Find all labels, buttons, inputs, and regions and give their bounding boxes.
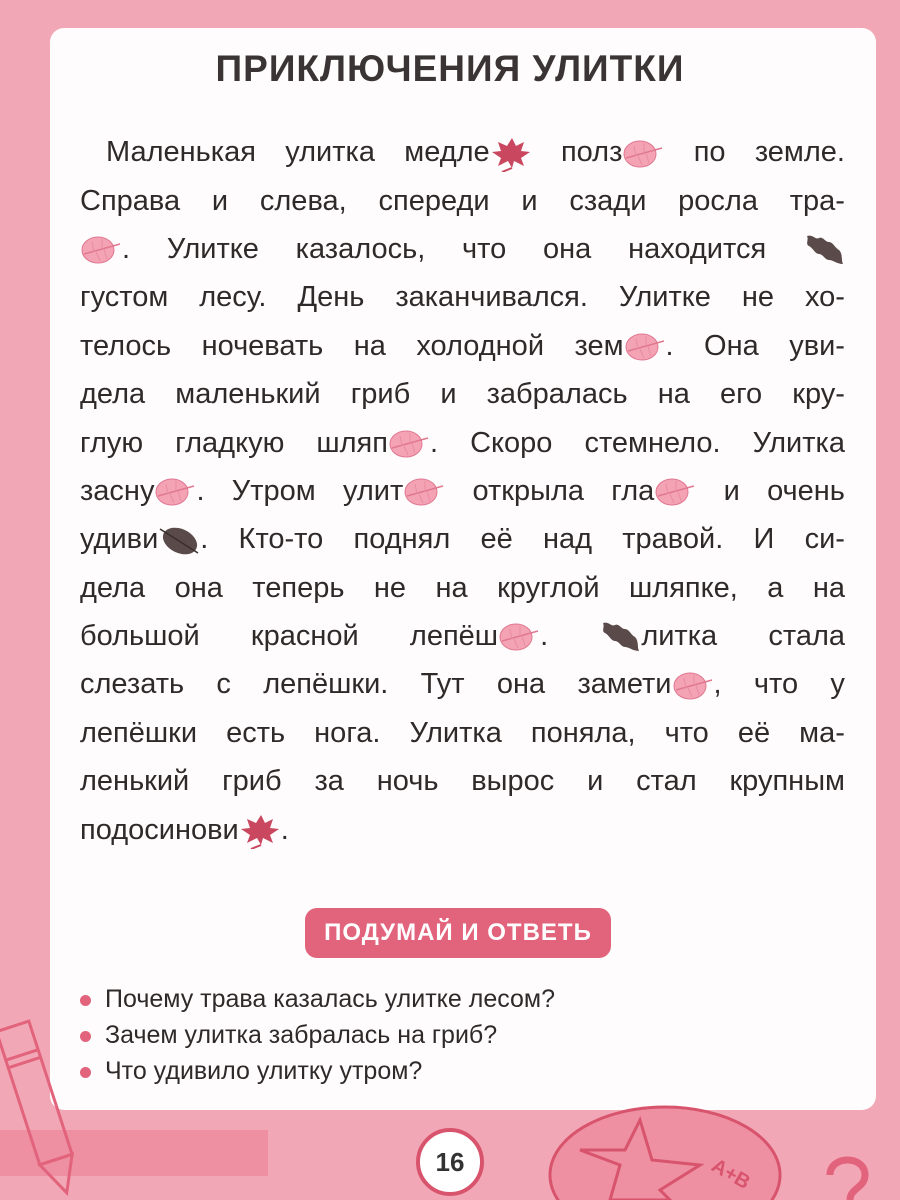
word-text: что xyxy=(462,232,507,265)
story-word xyxy=(487,370,628,418)
word-text: медле xyxy=(404,136,490,169)
word-text: и xyxy=(723,474,740,507)
pink-leaf-icon xyxy=(498,620,540,652)
story-word xyxy=(805,273,845,321)
bullet-icon xyxy=(80,995,91,1006)
word-text: на xyxy=(812,571,845,604)
story-word xyxy=(742,273,774,321)
word-text: за xyxy=(314,765,344,798)
word-text: си- xyxy=(804,523,845,556)
word-text: ленький xyxy=(80,765,190,798)
story-word xyxy=(619,273,711,321)
story-word xyxy=(80,177,180,225)
story-word xyxy=(767,564,783,612)
word-text: у xyxy=(830,668,845,701)
word-text: не xyxy=(373,571,407,604)
word-text: Улитке xyxy=(166,232,259,265)
story-word xyxy=(379,177,490,225)
story-word xyxy=(577,660,721,708)
word-text: сзади xyxy=(569,184,647,217)
story-line xyxy=(80,709,845,757)
word-text: стал xyxy=(636,765,697,798)
word-text: Кто-то xyxy=(238,523,324,556)
story-word xyxy=(252,564,344,612)
oak-leaf-icon xyxy=(599,620,641,652)
oak-leaf-icon xyxy=(803,233,845,265)
pencil-icon xyxy=(0,1010,90,1200)
story-word xyxy=(374,564,406,612)
story-word xyxy=(354,322,386,370)
story-line xyxy=(80,612,845,660)
question-item: Зачем улитка забралась на гриб? xyxy=(80,1021,497,1050)
story-word xyxy=(80,806,289,854)
story-word xyxy=(462,225,506,273)
story-word xyxy=(543,515,592,563)
word-text: . xyxy=(200,523,209,556)
word-text: над xyxy=(542,523,593,556)
word-text: литка xyxy=(641,620,718,653)
story-word xyxy=(738,709,770,757)
word-text: лепёш xyxy=(409,620,499,653)
star-ellipse-decoration xyxy=(540,1105,790,1200)
story-word xyxy=(416,322,544,370)
story-word xyxy=(285,128,375,176)
word-text: гладкую xyxy=(175,426,285,459)
story-word xyxy=(80,322,171,370)
word-text: ма- xyxy=(799,716,845,749)
word-text: казалось, xyxy=(295,232,426,265)
story-line xyxy=(80,370,845,418)
story-line xyxy=(80,128,845,176)
story-word xyxy=(830,660,845,708)
word-text: открыла xyxy=(472,474,585,507)
word-text: нога. xyxy=(314,716,381,749)
word-text: телось xyxy=(80,329,172,362)
story-word xyxy=(106,128,256,176)
word-text: ночевать xyxy=(201,329,324,362)
word-text: День xyxy=(297,281,365,314)
story-word xyxy=(296,225,426,273)
think-and-answer-badge: ПОДУМАЙ И ОТВЕТЬ xyxy=(305,908,611,958)
word-text: теперь xyxy=(252,571,345,604)
story-word xyxy=(622,515,723,563)
question-mark-decoration xyxy=(820,1150,880,1200)
word-text: с xyxy=(216,668,231,701)
story-word xyxy=(792,370,845,418)
word-text: Улитка xyxy=(409,716,502,749)
story-word xyxy=(704,322,759,370)
maple-leaf-icon xyxy=(490,136,532,168)
story-word xyxy=(263,660,388,708)
story-word xyxy=(587,757,603,805)
story-word xyxy=(175,370,320,418)
story-line xyxy=(80,225,845,273)
story-line xyxy=(80,757,845,805)
word-text: очень xyxy=(767,474,845,507)
word-text: Маленькая xyxy=(106,136,256,169)
story-word xyxy=(497,564,600,612)
story-word xyxy=(410,709,502,757)
word-text: поднял xyxy=(353,523,451,556)
pink-leaf-icon xyxy=(154,475,196,507)
word-text: Скоро xyxy=(470,426,553,459)
story-line xyxy=(80,467,845,515)
story-line xyxy=(80,176,845,224)
story-word xyxy=(531,709,636,757)
story-word xyxy=(260,177,347,225)
word-text: подосинови xyxy=(80,813,239,846)
maple-leaf-icon xyxy=(239,814,281,846)
word-text: росла xyxy=(678,184,758,217)
word-text: есть xyxy=(226,716,286,749)
word-text: полз xyxy=(560,136,623,169)
word-text: заканчивался. xyxy=(395,281,588,314)
word-text: гриб xyxy=(350,378,411,411)
word-text: кру- xyxy=(792,378,845,411)
story-word xyxy=(167,225,259,273)
story-word xyxy=(569,177,646,225)
pink-leaf-icon xyxy=(388,427,430,459)
word-text: и xyxy=(211,184,229,217)
word-text: она xyxy=(174,571,223,604)
story-word xyxy=(754,515,775,563)
pink-leaf-icon xyxy=(672,668,714,700)
word-text: , xyxy=(713,668,722,701)
story-word xyxy=(199,273,266,321)
pink-leaf-icon xyxy=(654,475,696,507)
story-line xyxy=(80,273,845,321)
word-text: ночь xyxy=(376,765,439,798)
story-word xyxy=(314,757,343,805)
story-word xyxy=(222,757,282,805)
word-text: вырос xyxy=(471,765,555,798)
story-line xyxy=(80,660,845,708)
word-text: её xyxy=(737,716,771,749)
story-word xyxy=(440,370,456,418)
story-word xyxy=(790,177,845,225)
story-word xyxy=(232,467,316,515)
word-text: . xyxy=(429,426,439,459)
word-text: большой xyxy=(80,620,200,653)
word-text: улит xyxy=(342,474,404,507)
story-word xyxy=(80,709,197,757)
story-word xyxy=(354,515,451,563)
word-text: . xyxy=(280,813,289,846)
word-text: маленький xyxy=(175,378,321,411)
word-text: . xyxy=(196,474,205,507)
page-number: 16 xyxy=(416,1128,484,1196)
word-text: красной xyxy=(250,620,359,653)
story-word xyxy=(314,709,380,757)
story-word xyxy=(584,419,720,467)
story-word xyxy=(665,709,709,757)
word-text: И xyxy=(753,523,775,556)
word-text: что xyxy=(753,668,799,701)
story-word xyxy=(724,467,740,515)
word-text: стала xyxy=(768,620,845,653)
story-word xyxy=(805,515,845,563)
word-text: стемнело. xyxy=(584,426,721,459)
word-text: холодной xyxy=(416,329,545,362)
word-text: хо- xyxy=(805,281,845,314)
word-text: зем xyxy=(574,329,624,362)
story-word xyxy=(471,757,554,805)
story-line xyxy=(80,805,845,853)
story-word xyxy=(628,225,766,273)
word-text: Утром xyxy=(231,474,316,507)
word-text: уви- xyxy=(789,329,845,362)
story-word xyxy=(753,419,845,467)
word-text: глую xyxy=(80,426,144,459)
story-word xyxy=(404,128,531,176)
story-word xyxy=(694,128,726,176)
word-text: крупным xyxy=(729,765,845,798)
word-text: гриб xyxy=(222,765,282,798)
story-line xyxy=(80,515,845,563)
word-text: дела xyxy=(80,571,146,604)
word-text: круглой xyxy=(497,571,600,604)
a-plus-b-text: A+B xyxy=(707,1154,754,1194)
word-text: его xyxy=(719,378,763,411)
story-word xyxy=(678,177,758,225)
word-text: улитка xyxy=(285,136,375,169)
story-word xyxy=(754,660,798,708)
story-word xyxy=(343,467,445,515)
word-text: на xyxy=(657,378,690,411)
story-word xyxy=(297,273,364,321)
story-word xyxy=(473,467,584,515)
story-word xyxy=(80,467,205,515)
story-word xyxy=(80,660,184,708)
word-text: она xyxy=(496,668,546,701)
story-word xyxy=(80,564,145,612)
word-text: на xyxy=(353,329,386,362)
story-word xyxy=(470,419,552,467)
story-word xyxy=(316,419,438,467)
story-word xyxy=(480,515,512,563)
word-text: по xyxy=(693,136,726,169)
story-word xyxy=(629,564,738,612)
word-text: лепёшки. xyxy=(263,668,389,701)
story-word xyxy=(729,757,845,805)
story-word xyxy=(497,660,545,708)
word-text: на xyxy=(435,571,468,604)
pink-leaf-icon xyxy=(403,475,445,507)
story-text xyxy=(80,128,845,854)
word-text: лепёшки xyxy=(80,716,198,749)
story-word xyxy=(377,757,439,805)
word-text: засну xyxy=(80,474,155,507)
story-word xyxy=(80,370,145,418)
story-word xyxy=(543,225,591,273)
story-word xyxy=(561,128,664,176)
story-word xyxy=(80,225,130,273)
story-word xyxy=(175,564,223,612)
word-text: а xyxy=(767,571,784,604)
word-text: слева, xyxy=(259,184,347,217)
story-word xyxy=(767,467,845,515)
story-word xyxy=(611,467,696,515)
word-text: Она xyxy=(704,329,759,362)
word-text: тра- xyxy=(789,184,845,217)
story-word xyxy=(410,612,548,660)
word-text: её xyxy=(480,523,513,556)
word-text: Улитка xyxy=(752,426,845,459)
story-word xyxy=(251,612,359,660)
word-text: слезать xyxy=(80,668,185,701)
word-text: не xyxy=(741,281,775,314)
word-text: . xyxy=(122,232,131,265)
word-text: густом xyxy=(80,281,169,314)
story-word xyxy=(799,709,845,757)
story-word xyxy=(803,225,845,273)
story-word xyxy=(395,273,588,321)
story-word xyxy=(789,322,845,370)
word-text: лесу. xyxy=(199,281,267,314)
word-text: . xyxy=(665,329,674,362)
word-text: и xyxy=(521,184,538,217)
word-text: шляпке, xyxy=(629,571,738,604)
word-text: что xyxy=(664,716,709,749)
story-word xyxy=(202,322,324,370)
story-line xyxy=(80,564,845,612)
word-text: удиви xyxy=(80,523,159,556)
word-text: спереди xyxy=(378,184,490,217)
story-word xyxy=(80,757,189,805)
story-word xyxy=(755,128,845,176)
story-word xyxy=(435,564,467,612)
story-word xyxy=(226,709,285,757)
story-word xyxy=(813,564,845,612)
story-line xyxy=(80,418,845,466)
pink-leaf-icon xyxy=(624,330,666,362)
word-text: . xyxy=(540,620,549,653)
word-text: замети xyxy=(577,668,672,701)
story-word xyxy=(521,177,537,225)
story-word xyxy=(80,612,200,660)
pink-leaf-icon xyxy=(80,233,122,265)
story-word xyxy=(80,273,168,321)
dark-leaf-icon xyxy=(158,523,200,555)
word-text: Тут xyxy=(420,668,465,701)
word-text: травой. xyxy=(622,523,724,556)
word-text: и xyxy=(440,378,457,411)
word-text: гла xyxy=(611,474,655,507)
word-text: находится xyxy=(628,232,767,265)
story-word xyxy=(239,515,324,563)
word-text: забралась xyxy=(486,378,628,411)
question-item: Почему трава казалась улитке лесом? xyxy=(80,985,555,1014)
word-text: поняла, xyxy=(530,716,636,749)
story-word xyxy=(599,612,717,660)
word-text: и xyxy=(587,765,604,798)
story-word xyxy=(175,419,284,467)
story-word xyxy=(768,612,845,660)
question-item: Что удивило улитку утром? xyxy=(80,1057,422,1086)
story-word xyxy=(574,322,673,370)
story-word xyxy=(421,660,465,708)
story-word xyxy=(636,757,697,805)
page-title: ПРИКЛЮЧЕНИЯ УЛИТКИ xyxy=(215,48,685,89)
word-text: земле. xyxy=(754,136,845,169)
story-word xyxy=(212,177,228,225)
story-word xyxy=(80,419,143,467)
word-text: Улитке xyxy=(618,281,711,314)
story-line xyxy=(80,322,845,370)
word-text: Справа xyxy=(80,184,181,217)
story-word xyxy=(351,370,411,418)
pink-leaf-icon xyxy=(622,136,664,168)
story-word xyxy=(720,370,762,418)
story-word xyxy=(658,370,690,418)
word-text: шляп xyxy=(316,426,388,459)
word-text: дела xyxy=(80,378,146,411)
word-text: она xyxy=(543,232,592,265)
story-word xyxy=(80,515,208,563)
story-word xyxy=(216,660,231,708)
